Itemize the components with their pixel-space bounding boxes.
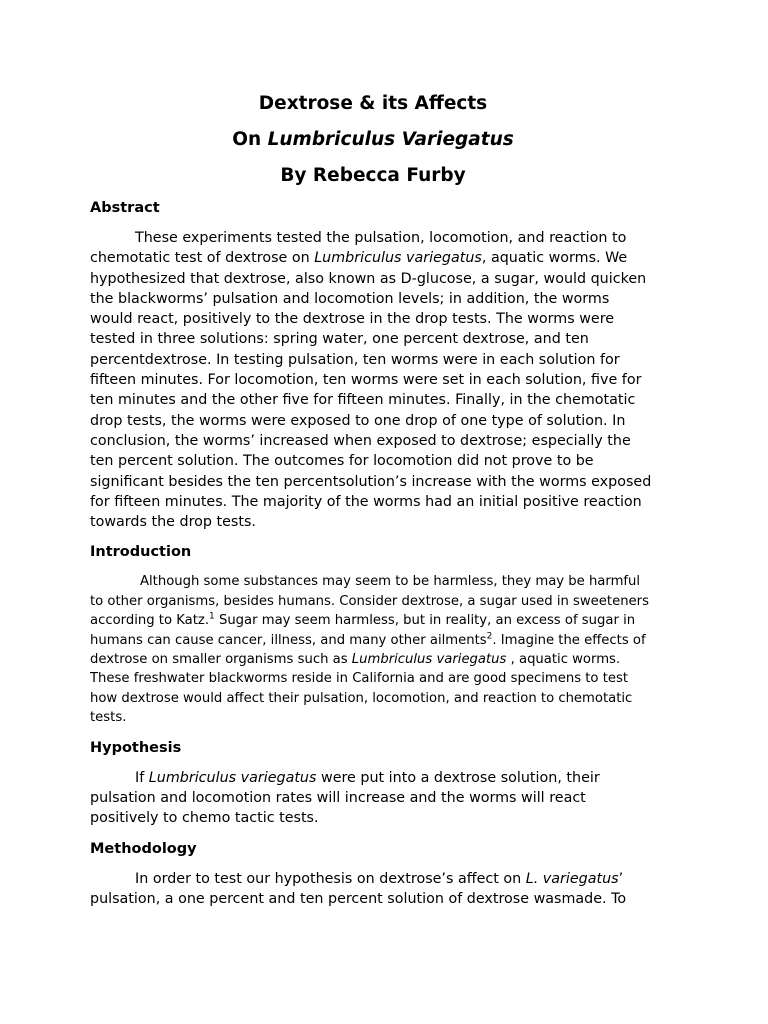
methodology-species-name: L. variegatus: [525, 870, 619, 887]
methodology-heading: Methodology: [90, 840, 197, 857]
methodology-text-a: In order to test our hypothesis on dextrose’s affect on: [135, 870, 526, 887]
hypothesis-paragraph: [90, 768, 656, 829]
introduction-heading: Introduction: [90, 544, 192, 561]
abstract-species-name: Lumbriculus variegatus: [314, 250, 482, 267]
introduction-text-d: , aquatic worms. These freshwater blackworms reside in California and are good specimens to test how dextrose would affect their pulsation, locomotion, and reaction to chemotatic tests.: [90, 652, 633, 726]
title-line-2: [90, 122, 656, 158]
introduction-text-b: Sugar may seem harmless, but in reality, an excess of sugar in humans can cause cancer, illness, and many other ailments: [90, 613, 636, 648]
introduction-paragraph: [90, 572, 656, 727]
methodology-paragraph: [90, 869, 656, 910]
abstract-paragraph: [90, 228, 656, 532]
methodology-text-b: ’ pulsation, a one percent and ten percent solution of dextrose wasmade. To: [90, 870, 627, 907]
introduction-text-c: . Imagine the effects of dextrose on smaller organisms such as: [90, 632, 646, 668]
footnote-ref-2: 2: [486, 631, 493, 642]
introduction-text-a: Although some substances may seem to be harmless, they may be harmful to other organisms, besides humans. Consider dextrose, a sugar used in sweeteners according to Katz.: [90, 574, 649, 629]
hypothesis-heading: Hypothesis: [90, 739, 182, 756]
title-species-name: Lumbriculus Variegatus: [267, 129, 514, 150]
document-title: [90, 86, 656, 194]
hypothesis-species-name: Lumbriculus variegatus: [148, 769, 317, 786]
abstract-text-a: These experiments tested the pulsation, locomotion, and reaction to chemotatic test of dextrose on: [90, 230, 627, 267]
introduction-species-name: Lumbriculus variegatus: [351, 652, 507, 668]
footnote-ref-1: 1: [209, 611, 215, 622]
abstract-text-b: , aquatic worms. We hypothesized that dextrose, also known as D-glucose, a sugar, would quicken the blackworms’ pulsation and locomotion levels; in addition, the worms would react, positively to the dextrose in the drop tests. The worms were tested in three solutions: spring water, one percent dextrose, and ten percentdextrose. In testing pulsation, ten worms were in each solution for fifteen minutes. For locomotion, ten worms were set in each solution, five for ten minutes and the other five for fifteen minutes. Finally, in the chemotatic drop tests, the worms were exposed to one drop of one type of solution. In conclusion, the worms’ increased when exposed to dextrose; especially the ten percent solution. The outcomes for locomotion did not prove to be significant besides the ten percentsolution’s increase with the worms exposed for fifteen minutes. The majority of the worms had an initial positive reaction towards the drop tests.: [90, 250, 652, 531]
hypothesis-text-a: If: [135, 769, 149, 786]
title-line-1: Dextrose & its Affects: [258, 93, 488, 114]
title-line-2-prefix: On: [232, 129, 268, 150]
hypothesis-text-b: were put into a dextrose solution, their pulsation and locomotion rates will increase and the worms will react positively to chemo tactic tests.: [90, 769, 600, 827]
title-author-line: By Rebecca Furby: [280, 165, 466, 186]
abstract-heading: Abstract: [90, 200, 160, 216]
